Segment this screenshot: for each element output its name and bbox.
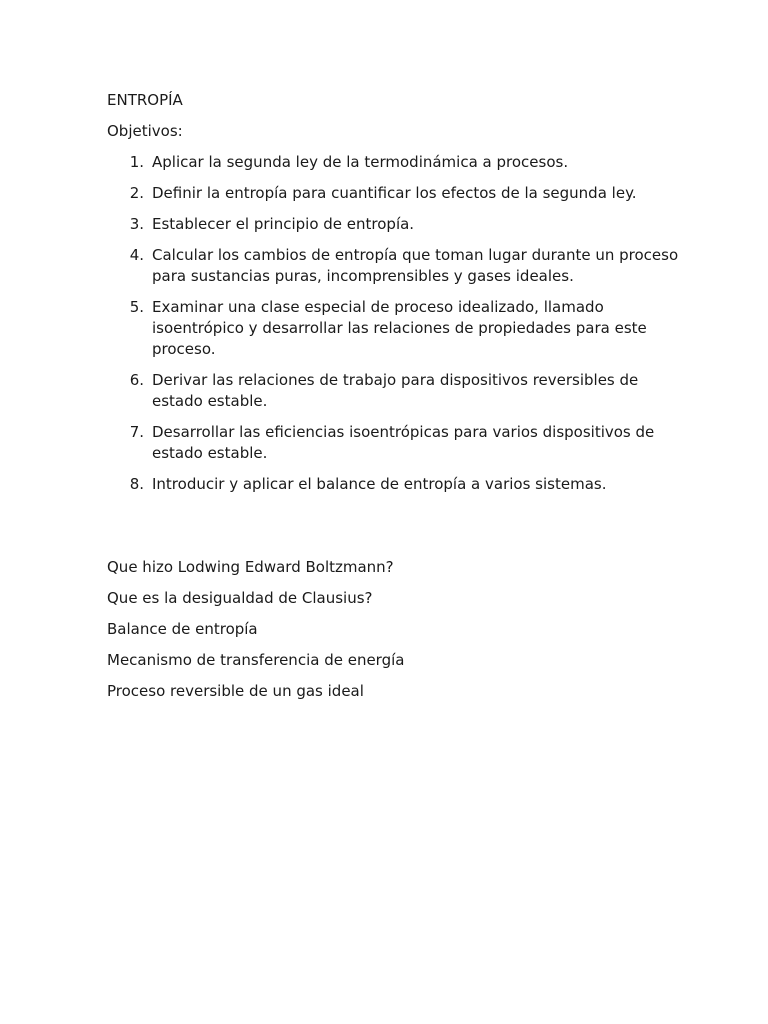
objective-number: 1. bbox=[129, 153, 144, 171]
objective-text: Calcular los cambios de entropía que toman lugar durante un proceso para sustancias puras, incomprensibles y gases ideales. bbox=[152, 246, 679, 285]
objective-text: Derivar las relaciones de trabajo para dispositivos reversibles de estado estable. bbox=[152, 371, 639, 410]
objective-item bbox=[107, 370, 687, 412]
objective-text: Aplicar la segunda ley de la termodinámica a procesos. bbox=[152, 153, 569, 171]
question-line: Que hizo Lodwing Edward Boltzmann? bbox=[107, 558, 394, 576]
document-title: ENTROPÍA bbox=[107, 91, 183, 109]
question-line: Mecanismo de transferencia de energía bbox=[107, 651, 405, 669]
objective-number: 3. bbox=[129, 215, 144, 233]
objective-item bbox=[107, 183, 687, 204]
objectives-list bbox=[107, 152, 687, 495]
document-page bbox=[107, 90, 687, 712]
objective-text: Definir la entropía para cuantificar los efectos de la segunda ley. bbox=[152, 184, 637, 202]
question-line: Que es la desigualdad de Clausius? bbox=[107, 589, 373, 607]
questions-section bbox=[107, 557, 687, 702]
objective-text: Desarrollar las eficiencias isoentrópicas para varios dispositivos de estado estable. bbox=[152, 423, 655, 462]
objective-number: 5. bbox=[129, 298, 144, 316]
objective-text: Introducir y aplicar el balance de entropía a varios sistemas. bbox=[152, 475, 607, 493]
objective-item bbox=[107, 297, 687, 360]
question-line: Proceso reversible de un gas ideal bbox=[107, 682, 364, 700]
objective-item bbox=[107, 152, 687, 173]
question-line: Balance de entropía bbox=[107, 620, 258, 638]
objective-number: 6. bbox=[129, 371, 144, 389]
objective-item bbox=[107, 214, 687, 235]
objective-item bbox=[107, 474, 687, 495]
objective-text: Establecer el principio de entropía. bbox=[152, 215, 415, 233]
objective-number: 2. bbox=[129, 184, 144, 202]
objective-number: 7. bbox=[129, 423, 144, 441]
objective-item bbox=[107, 422, 687, 464]
objectives-heading: Objetivos: bbox=[107, 122, 183, 140]
objective-text: Examinar una clase especial de proceso idealizado, llamado isoentrópico y desarrollar las relaciones de propiedades para este proceso. bbox=[152, 298, 647, 358]
objective-number: 4. bbox=[129, 246, 144, 264]
objective-item bbox=[107, 245, 687, 287]
objective-number: 8. bbox=[129, 475, 144, 493]
